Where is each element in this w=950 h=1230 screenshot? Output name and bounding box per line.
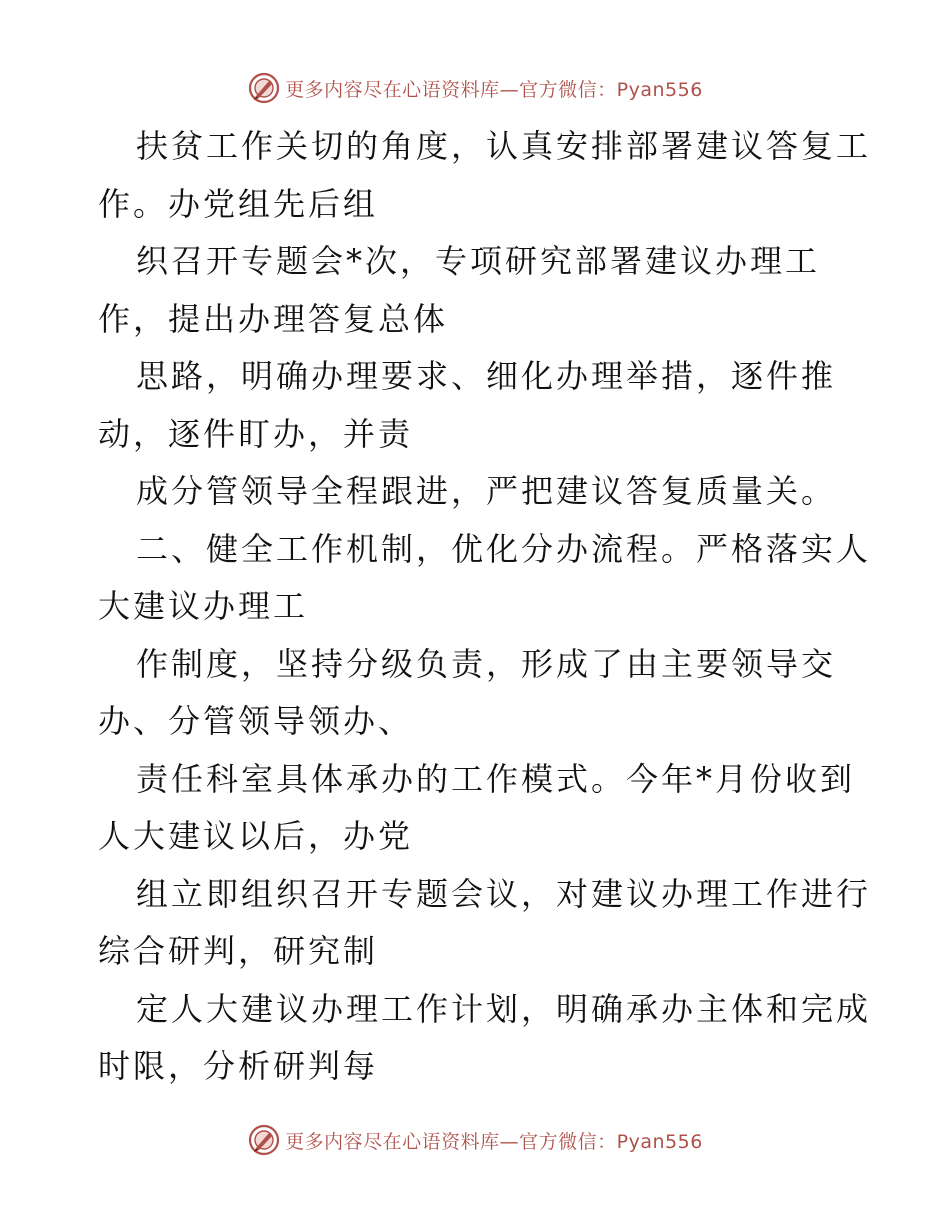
body-line: 二、健全工作机制，优化分办流程。严格落实人 [136, 529, 872, 568]
body-line: 人大建议以后，办党 [98, 817, 414, 855]
document-body [98, 118, 872, 1096]
footer-banner [0, 1120, 950, 1160]
body-line: 责任科室具体承办的工作模式。今年*月份收到 [136, 759, 856, 798]
body-line: 定人大建议办理工作计划，明确承办主体和完成 [136, 989, 872, 1028]
body-line: 扶贫工作关切的角度，认真安排部署建议答复工 [136, 127, 872, 165]
body-line: 综合研判，研究制 [98, 932, 379, 970]
body-line: 动，逐件盯办，并责 [98, 414, 414, 453]
footer-banner-text: 更多内容尽在心语资料库—官方微信：Pyan556 [285, 1130, 703, 1153]
body-line: 成分管领导全程跟进，严把建议答复质量关。 [136, 472, 837, 510]
body-line: 组立即组织召开专题会议，对建议办理工作进行 [136, 874, 872, 913]
body-line: 作，提出办理答复总体 [98, 299, 449, 338]
body-line: 办、分管领导领办、 [98, 702, 414, 740]
body-line: 时限，分析研判每 [98, 1047, 379, 1085]
pen-seal-icon [247, 71, 281, 105]
pen-seal-icon [247, 1123, 281, 1157]
body-line: 大建议办理工 [98, 587, 309, 625]
header-banner-text: 更多内容尽在心语资料库—官方微信：Pyan556 [285, 78, 703, 101]
body-line: 思路，明确办理要求、细化办理举措，逐件推 [136, 357, 837, 395]
body-line: 作制度，坚持分级负责，形成了由主要领导交 [136, 644, 837, 683]
body-line: 作。办党组先后组 [98, 184, 379, 223]
header-banner [0, 68, 950, 108]
body-line: 织召开专题会*次，专项研究部署建议办理工 [136, 242, 821, 280]
